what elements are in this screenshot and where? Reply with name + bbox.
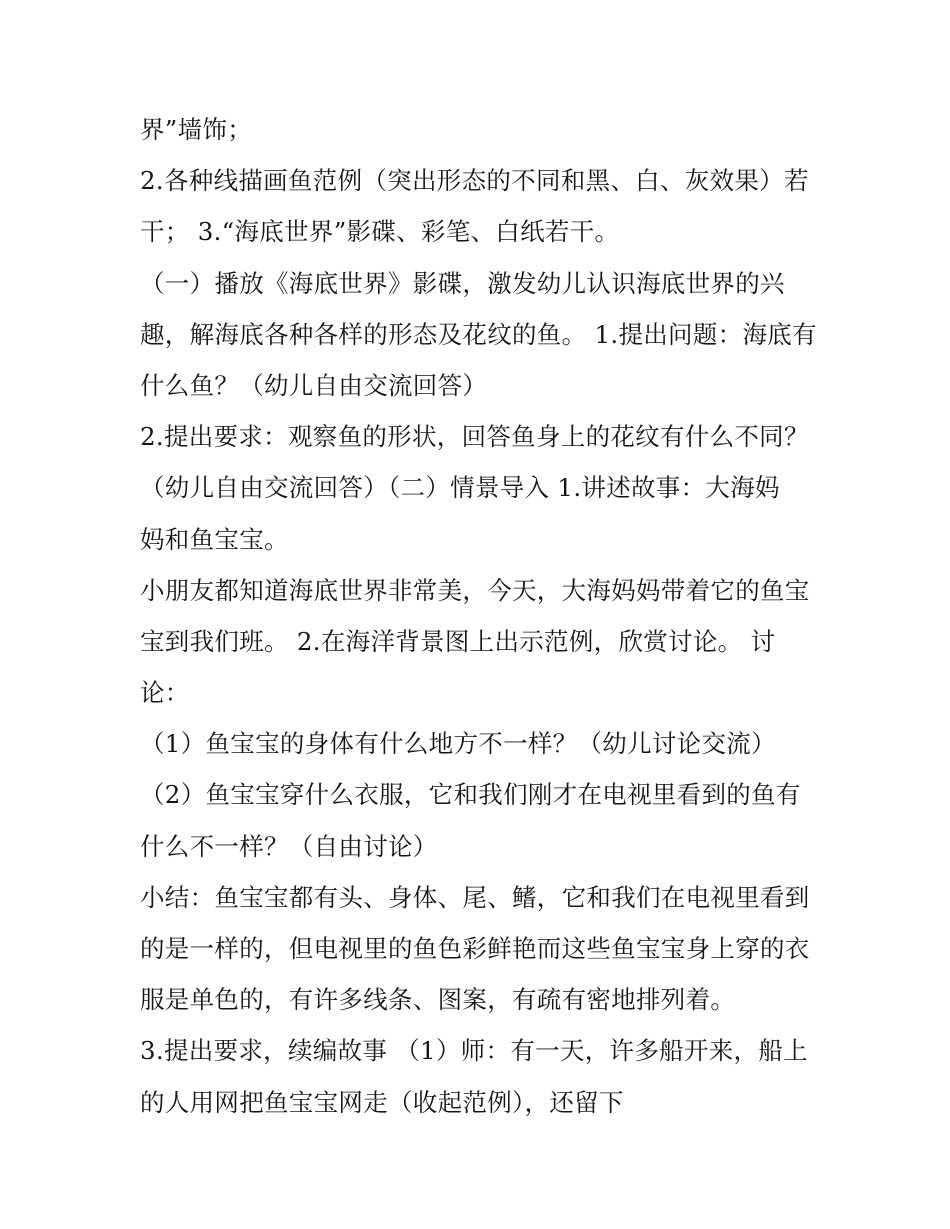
text-line: （2）鱼宝宝穿什么衣服，它和我们刚才在电视里看到的鱼有 [140, 780, 801, 810]
text-line: （一）播放《海底世界》影碟，激发幼儿认识海底世界的兴 [140, 268, 785, 298]
text-line: 小朋友都知道海底世界非常美，今天，大海妈妈带着它的鱼宝 [140, 575, 810, 605]
text-line: 论： [140, 678, 190, 708]
text-line: （1）鱼宝宝的身体有什么地方不一样？（幼儿讨论交流） [140, 729, 776, 759]
text-line: 3.提出要求，续编故事 （1）师：有一天，许多船开来，船上 [140, 1036, 808, 1066]
text-line: 干； 3.“海底世界”影碟、彩笔、白纸若干。 [140, 217, 620, 247]
text-line: 什么不一样？（自由讨论） [140, 831, 438, 861]
text-line: 的是一样的，但电视里的鱼色彩鲜艳而这些鱼宝宝身上穿的衣 [140, 934, 810, 963]
text-line: 宝到我们班。 2.在海洋背景图上出示范例，欣赏讨论。 讨 [140, 626, 776, 656]
text-line: 什么鱼？（幼儿自由交流回答） [140, 370, 488, 400]
text-line: 2.提出要求：观察鱼的形状，回答鱼身上的花纹有什么不同？ [140, 422, 809, 452]
text-line: 界”墙饰； [140, 115, 253, 144]
text-line: 小结：鱼宝宝都有头、身体、尾、鳍，它和我们在电视里看到 [140, 882, 810, 912]
document-body [140, 108, 830, 1132]
text-line: 趣，解海底各种各样的形态及花纹的鱼。 1.提出问题：海底有 [140, 319, 817, 349]
text-line: 2.各种线描画鱼范例（突出形态的不同和黑、白、灰效果）若 [140, 166, 809, 196]
text-line: 服是单色的，有许多线条、图案，有疏有密地排列着。 [140, 985, 736, 1015]
text-line: 妈和鱼宝宝。 [140, 524, 289, 554]
text-line: （幼儿自由交流回答）（二）情景导入 1.讲述故事：大海妈 [140, 473, 780, 503]
text-line: 的人用网把鱼宝宝网走（收起范例），还留下 [140, 1087, 624, 1117]
